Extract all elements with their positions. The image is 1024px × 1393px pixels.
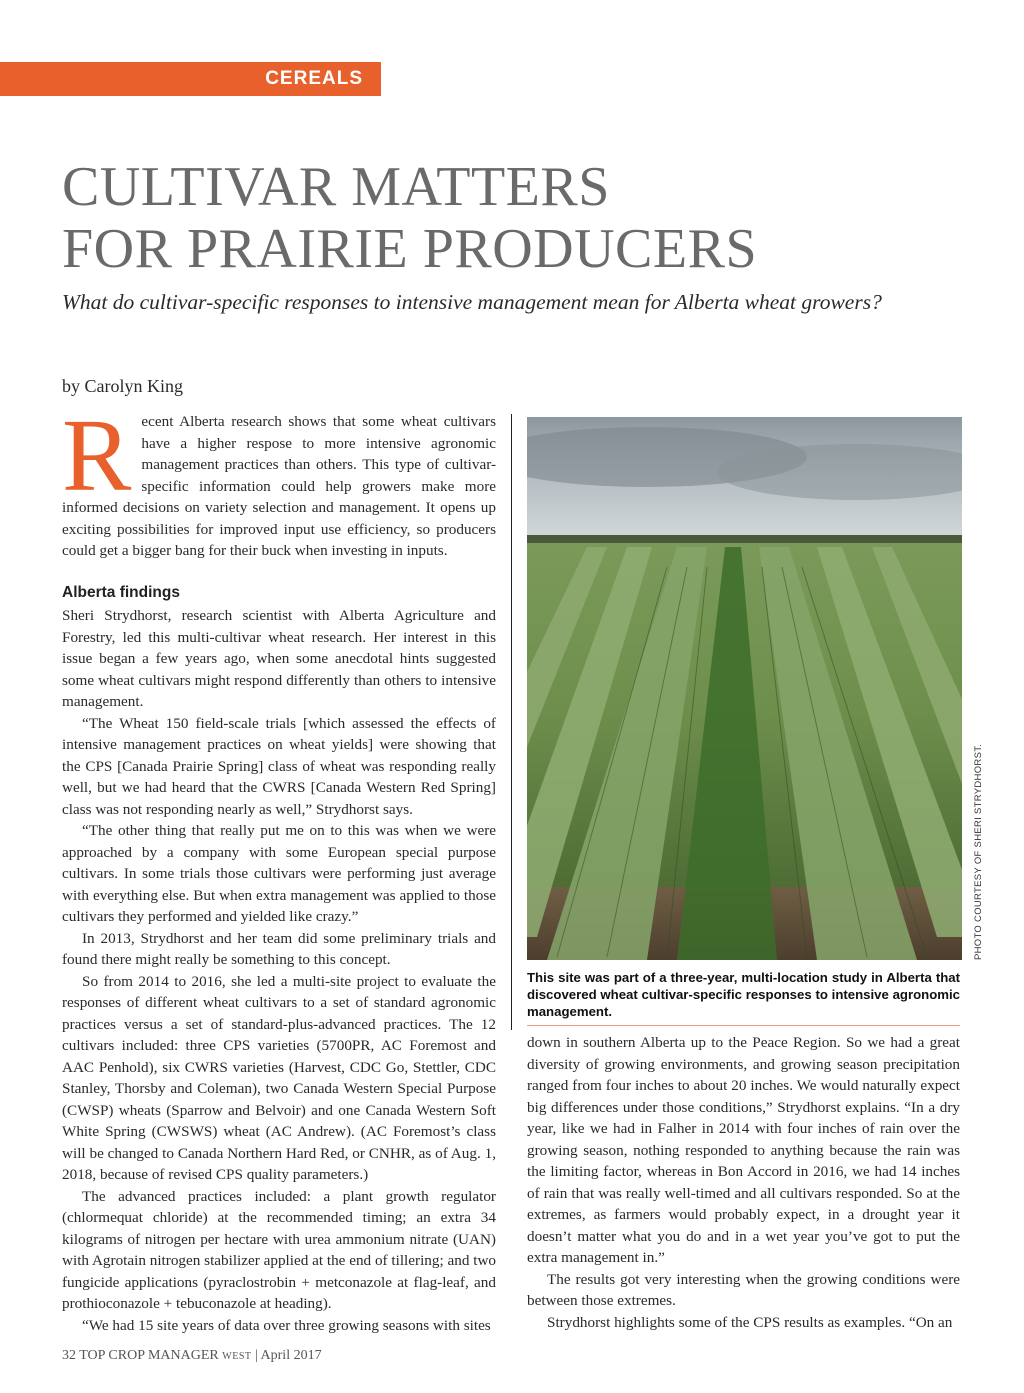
drop-cap: R xyxy=(62,398,132,513)
body-paragraph: “The Wheat 150 field-scale trials [which assessed the effects of intensive management practices on wheat yields] were showing that the CPS [Canada Prairie Spring] class of wheat was responding really well, but we had heard that the CWRS [Canada Western Red Spring] class was not responding nearly as well,” Strydhorst says. xyxy=(62,714,496,818)
headline-line-2: FOR PRAIRIE PRODUCERS xyxy=(62,218,758,280)
headline-line-1: CULTIVAR MATTERS xyxy=(62,156,610,218)
body-paragraph: The advanced practices included: a plant growth regulator (chlormequat chloride) at the recommended timing; an extra 34 kilograms of nitrogen per hectare with urea ammonium nitrate (UAN) with Agrotain nitrogen stabilizer applied at the end of tillering; and two fungicide applications (pyraclostrobin + metconazole at flag-leaf, and prothioconazole + tebuconazole at heading). xyxy=(62,1187,496,1312)
lead-paragraph xyxy=(62,398,496,562)
caption-divider xyxy=(527,1025,960,1026)
headline xyxy=(62,156,962,280)
body-paragraph: Sheri Strydhorst, research scientist with Alberta Agriculture and Forestry, led this multi-cultivar wheat research. Her interest in this issue began a few years ago, when some anecdotal hints suggested some wheat cultivars might respond differently than others to intensive management. xyxy=(62,607,496,710)
dek: What do cultivar-specific responses to intensive management mean for Alberta wheat growers? xyxy=(62,290,882,314)
page-footer xyxy=(62,1348,322,1364)
column-divider xyxy=(511,414,512,1030)
issue-date: April 2017 xyxy=(260,1348,322,1363)
magazine-edition: WEST xyxy=(222,1351,252,1362)
lead-text: ecent Alberta research shows that some wheat cultivars have a higher respose to more intensive agronomic management practices than others. This type of cultivar-specific information could help growers make more informed decisions on variety selection and management. It opens up exciting possibilities for improved input use efficiency, so producers could get a bigger bang for their buck when investing in inputs. xyxy=(62,413,496,559)
wheat-field-photo xyxy=(527,417,962,960)
left-column xyxy=(62,398,496,1336)
body-paragraph: down in southern Alberta up to the Peace Region. So we had a great diversity of growing environments, and growing season precipitation ranged from four inches to about 20 inches. We would naturally expect big differences under those conditions,” Strydhorst explains. “In a dry year, like we had in Falher in 2014 with four inches of rain over the growing season, nothing responded to anything because the rain was the limiting factor, whereas in Bon Accord in 2016, we had 14 inches of rain that was really well-timed and all cultivars responded. So at the extremes, as farmers would probably expect, in a drought year it doesn’t matter what you do and in a wet year you’ve got to put the extra management in.” xyxy=(527,1034,960,1266)
body-paragraph: “The other thing that really put me on to this was when we were approached by a company with some European special purpose cultivars. In some trials those cultivars were performing just average with everything else. But when extra management was applied to those cultivars they performed and yielded like crazy.” xyxy=(62,822,496,925)
body-paragraph: “We had 15 site years of data over three growing seasons with sites xyxy=(82,1316,491,1334)
section-label: CEREALS xyxy=(0,62,381,96)
right-column xyxy=(527,1032,960,1333)
photo-caption: This site was part of a three-year, multi-location study in Alberta that discovered wheat cultivar-specific responses to intensive agronomic management. xyxy=(527,970,960,1019)
footer-separator: | xyxy=(254,1348,258,1363)
body-paragraph: So from 2014 to 2016, she led a multi-site project to evaluate the responses of different wheat cultivars to a set of standard agronomic practices versus a set of standard-plus-advanced practices. The 12 cultivars included: three CPS varieties (5700PR, AC Foremost and AAC Penhold), six CWRS varieties (Harvest, CDC Go, Stettler, CDC Stanley, Thorsby and Coleman), two Canada Western Special Purpose (CWSP) wheats (Sparrow and Belvoir) and one Canada Western Soft White Spring (CWSWS) wheat (AC Andrew). (AC Foremost’s class will be changed to Canada Northern Hard Red, or CNHR, as of Aug. 1, 2018, because of revised CPS quality parameters.) xyxy=(62,972,496,1183)
body-paragraph: In 2013, Strydhorst and her team did some preliminary trials and found there might really be something to this concept. xyxy=(62,929,496,968)
page-number: 32 xyxy=(62,1348,76,1363)
photo-credit: PHOTO COURTESY OF SHERI STRYDHORST. xyxy=(973,743,984,960)
body-paragraph: The results got very interesting when the growing conditions were between those extremes. xyxy=(527,1270,960,1309)
byline: by Carolyn King xyxy=(62,376,183,396)
body-paragraph: Strydhorst highlights some of the CPS results as examples. “On an xyxy=(547,1313,953,1331)
subhead: Alberta findings xyxy=(62,583,180,601)
magazine-name: TOP CROP MANAGER xyxy=(79,1348,219,1363)
